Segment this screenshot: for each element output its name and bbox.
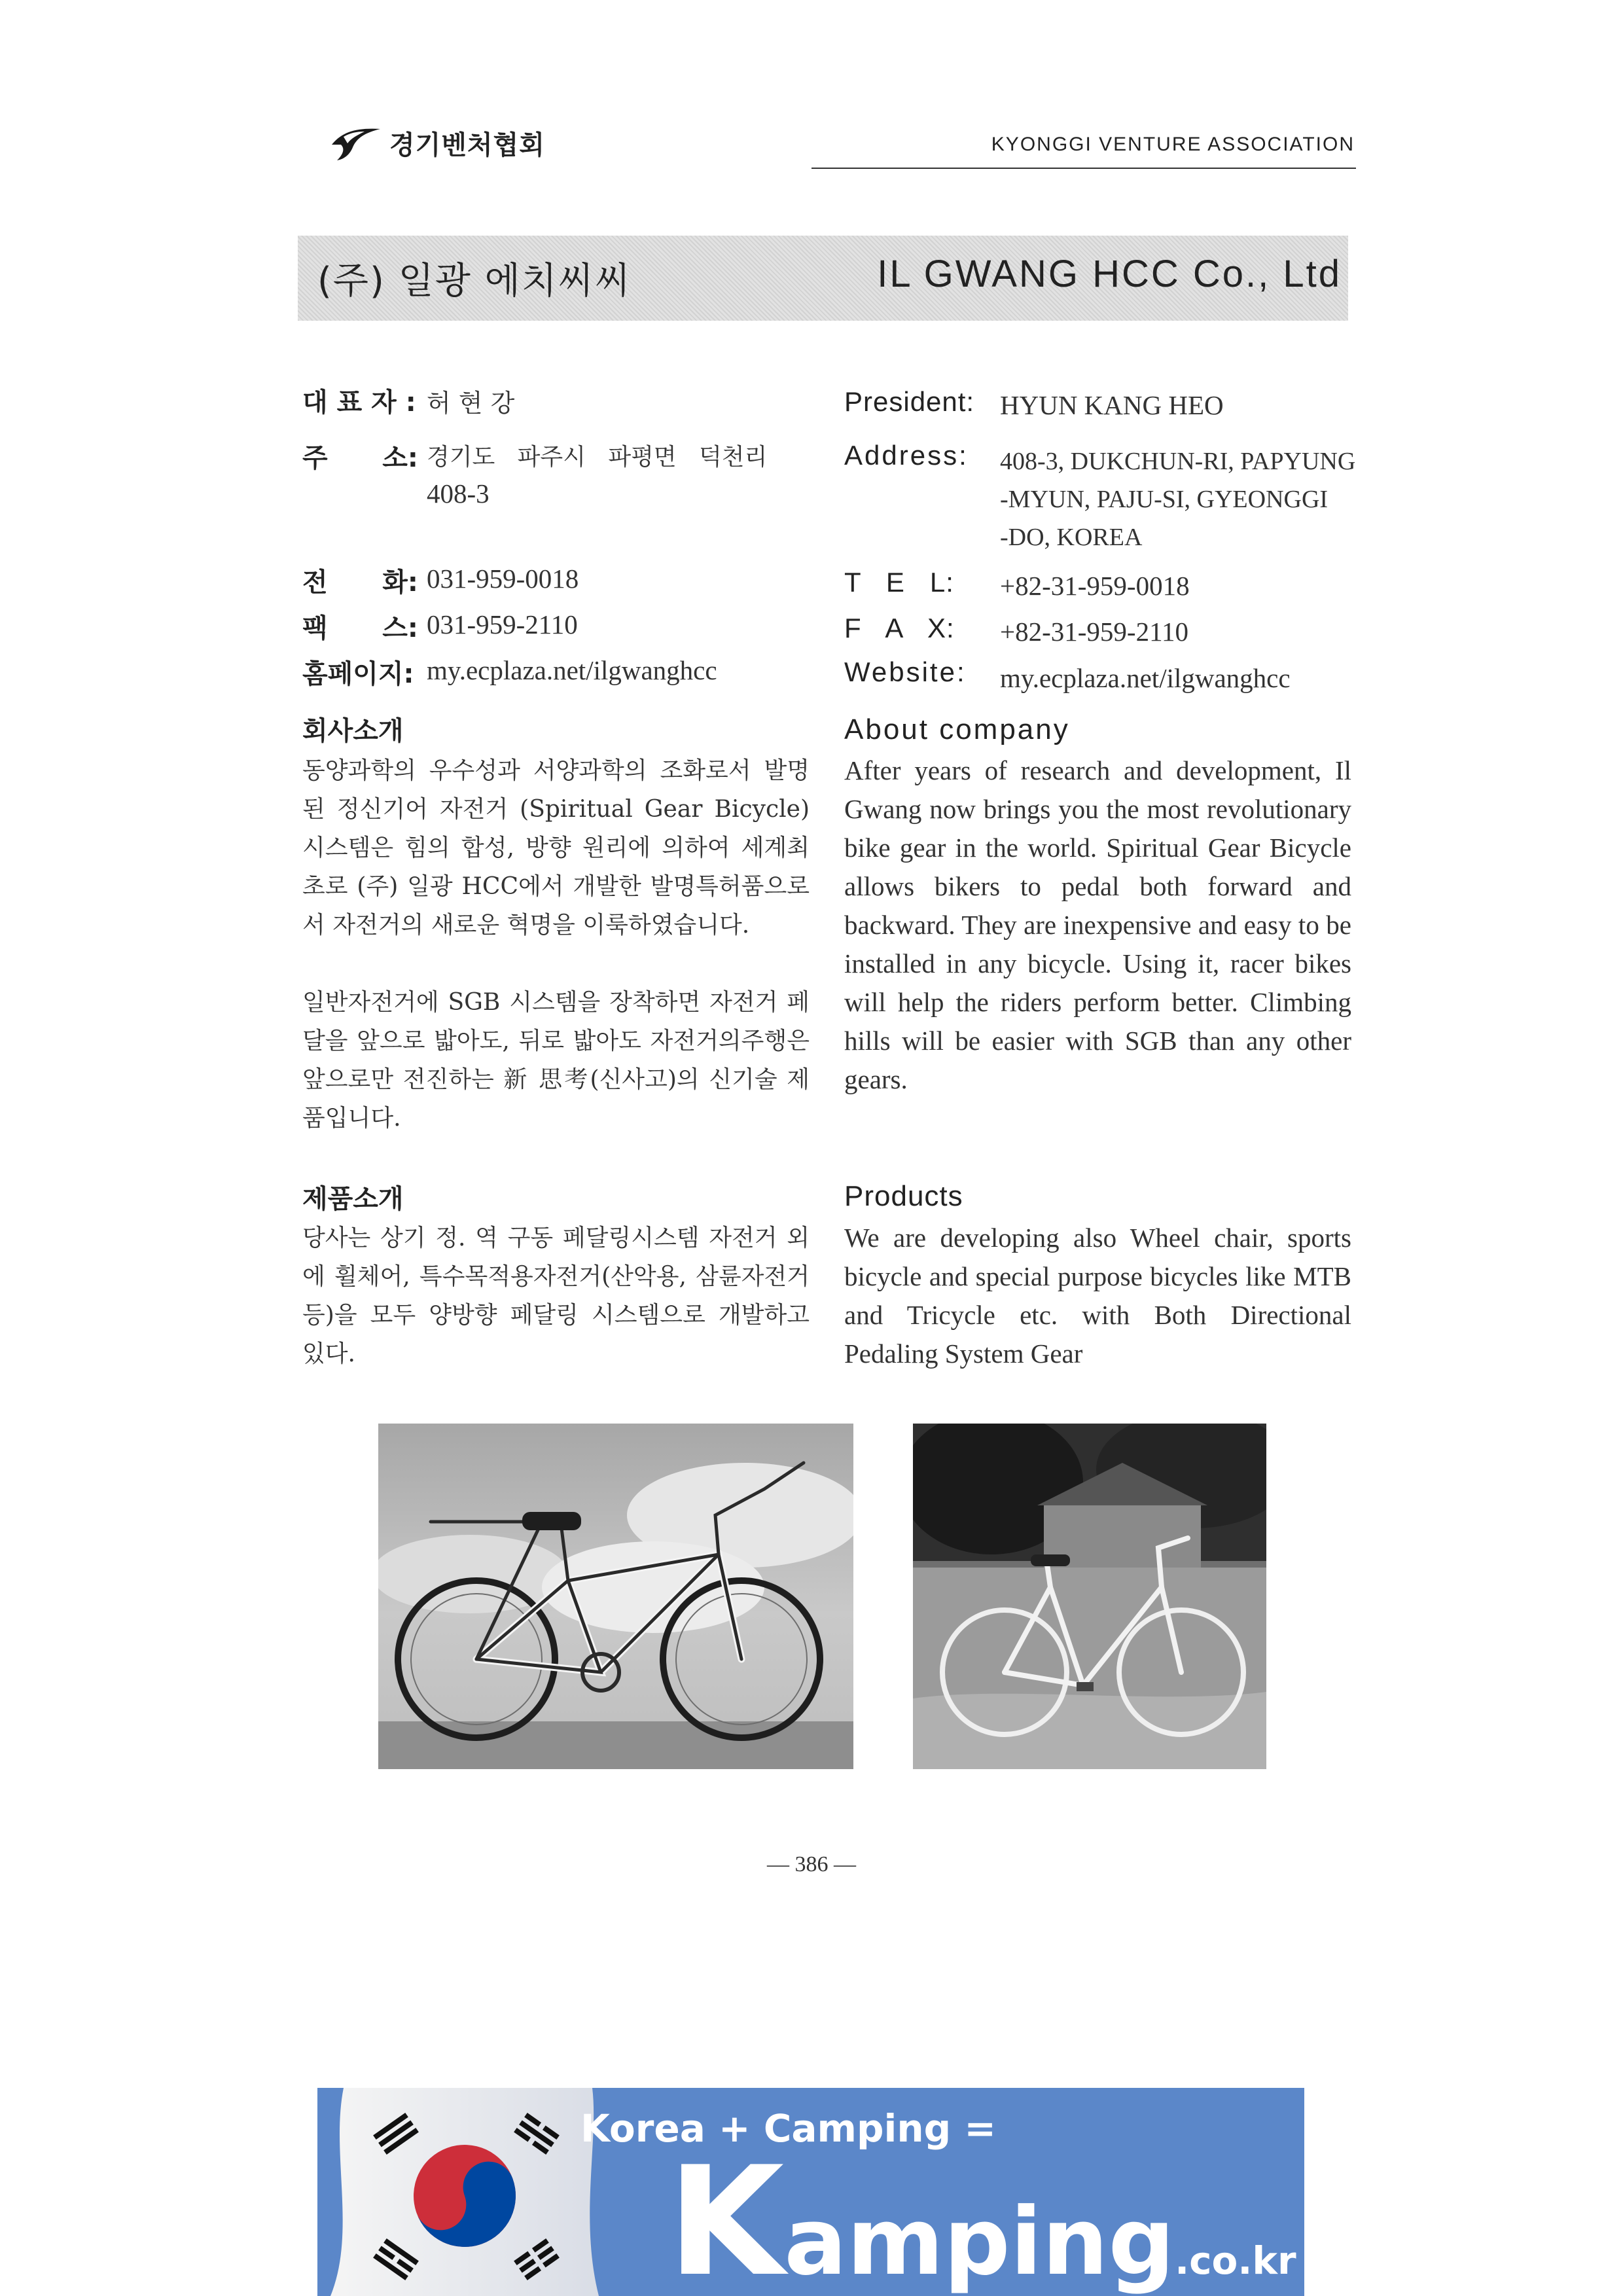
president-value-en: HYUN KANG HEO <box>1000 390 1224 420</box>
fax-value-ko: 031-959-2110 <box>427 609 578 639</box>
address-line1-en: 408-3, DUKCHUN-RI, PAPYUNG <box>1000 448 1356 475</box>
city-bike-photo <box>913 1424 1266 1769</box>
tel-label-en: T E L: <box>844 567 954 598</box>
address-line2-ko: 408-3 <box>427 478 490 509</box>
address-line2-en: -MYUN, PAJU-SI, GYEONGGI <box>1000 486 1329 513</box>
website-label-en: Website: <box>844 656 967 687</box>
banner-brand <box>668 2135 1296 2296</box>
association-logo <box>330 124 545 162</box>
fax-label-ko: 팩 스: <box>302 613 418 643</box>
about-text-ko-2: 일반자전거에 SGB 시스템을 장착하면 자전거 페달을 앞으로 밟아도, 뒤로 밟아도 자전거의주행은 앞으로만 전진하는 新 思考(신사고)의 신기술 제품입니다. <box>302 989 810 1132</box>
page-number: — 386 — <box>767 1852 856 1876</box>
address-label-ko: 주 소: <box>302 443 418 473</box>
company-name-english: IL GWANG HCC Co., Ltd <box>877 253 1342 295</box>
about-text-ko-1: 동양과학의 우수성과 서양과학의 조화로서 발명된 정신기어 자전거 (Spiritual Gear Bicycle) 시스템은 힘의 합성, 방향 원리에 의하여 세계최초로 (주) 일광 HCC에서 개발한 발명특허품으로서 자전거의 새로운 혁명을 이룩하였습니다. <box>302 757 810 939</box>
mountain-bike-photo <box>378 1424 853 1769</box>
president-label-en: President: <box>844 386 975 417</box>
website-value-en[interactable]: my.ecplaza.net/ilgwanghcc <box>1000 663 1291 693</box>
tel-value-ko: 031-959-0018 <box>427 564 579 594</box>
homepage-value-ko[interactable]: my.ecplaza.net/ilgwanghcc <box>427 655 717 685</box>
address-line1-ko: 경기도 파주시 파평면 덕천리 <box>427 444 768 471</box>
address-label-en: Address: <box>844 440 969 471</box>
association-name: KYONGGI VENTURE ASSOCIATION <box>991 134 1355 155</box>
address-line3-en: -DO, KOREA <box>1000 524 1143 551</box>
about-heading-en: About company <box>844 713 1070 745</box>
kamping-ad-banner[interactable] <box>317 2088 1304 2296</box>
tel-label-ko: 전 화: <box>302 567 418 598</box>
swallow-logo-icon <box>330 125 382 162</box>
banner-brand-k: K <box>668 2135 785 2296</box>
products-text-ko: 당사는 상기 정. 역 구동 페달링시스템 자전거 외에 휠체어, 특수목적용자전거(산악용, 삼륜자전거 등)을 모두 양방향 페달링 시스템으로 개발하고 있다. <box>302 1225 810 1367</box>
products-heading-ko: 제품소개 <box>302 1184 404 1214</box>
header-divider <box>812 168 1356 169</box>
logo-text: 경기벤처협회 <box>389 130 545 160</box>
banner-brand-rest: amping <box>784 2188 1175 2296</box>
company-name-korean: (주) 일광 에치씨씨 <box>317 260 632 302</box>
products-heading-en: Products <box>844 1180 963 1212</box>
president-value-ko: 허 현 강 <box>427 389 515 418</box>
homepage-label-ko: 홈페이지: <box>302 659 414 689</box>
about-heading-ko: 회사소개 <box>302 716 404 746</box>
tel-value-en: +82-31-959-0018 <box>1000 571 1190 601</box>
president-label-ko: 대 표 자 : <box>302 387 416 418</box>
fax-label-en: F A X: <box>844 613 955 643</box>
about-text-en: After years of research and development, Il Gwang now brings you the most revolutionary bike gear in the world. Spiritual Gear Bicycle allows bikers to pedal both forward and backward. They are inexpensive and easy to be installed in any bicycle. Using it, racer bikes will help the riders perform better. Climbing hills will be easier with SGB than any other gears. <box>844 755 1351 1094</box>
fax-value-en: +82-31-959-2110 <box>1000 617 1189 647</box>
korea-flag-icon <box>317 2088 605 2296</box>
banner-headline: Korea + Camping = <box>580 2106 996 2151</box>
banner-brand-tld: .co.kr <box>1175 2238 1296 2283</box>
products-text-en: We are developing also Wheel chair, sports bicycle and special purpose bicycles like MTB and Tricycle etc. with Both Directional Pedaling System Gear <box>844 1223 1351 1369</box>
